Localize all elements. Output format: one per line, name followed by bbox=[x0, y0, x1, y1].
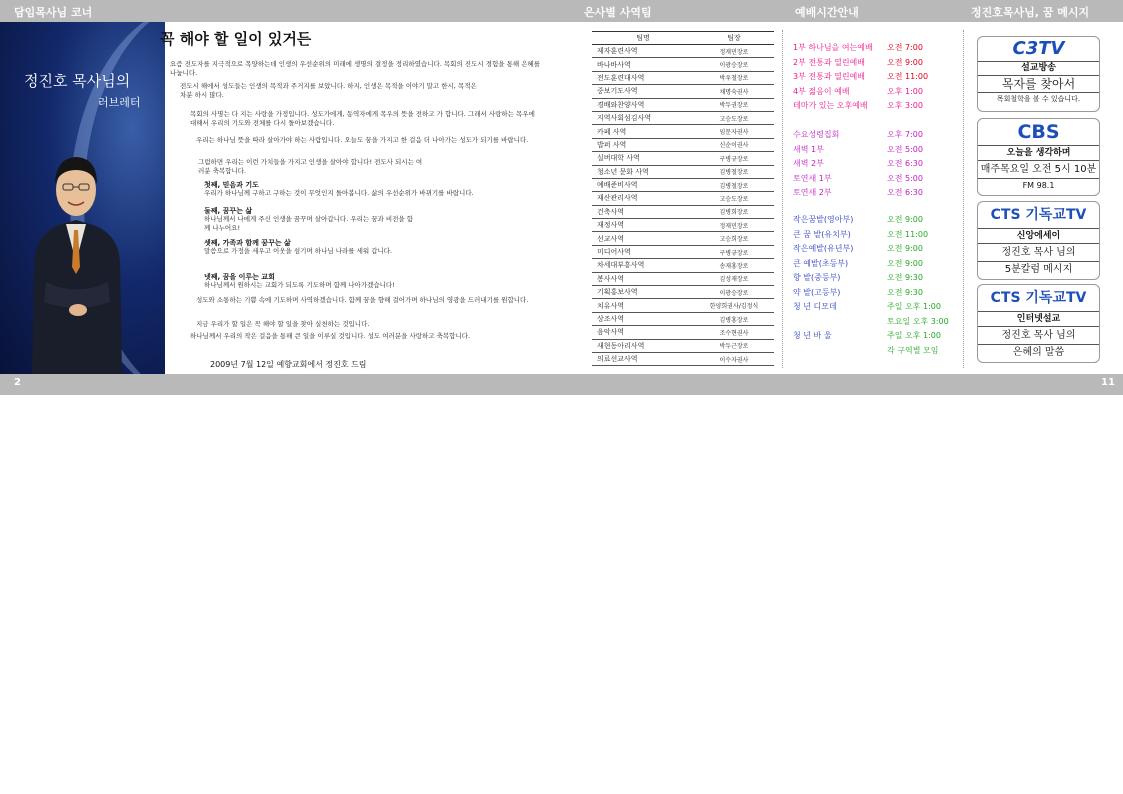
pastor-portrait-image bbox=[26, 132, 126, 374]
broadcast-program-time: 매주목요일 오전 5시 10분 bbox=[978, 160, 1099, 178]
broadcast-program-note: 목회철학을 볼 수 있습니다. bbox=[978, 92, 1099, 106]
letter-paragraph-4: 그럼하면 우리는 이런 가치들을 가지고 인생을 살아야 합니다! 전도사 되시는 여러분 축복합니다. bbox=[198, 158, 423, 175]
letter-paragraph-1: 전도시 해에서 성도들는 인생의 목적과 주거지를 보았니다. 하지, 인생은 목적을 이야기 말고 한시, 목적은 차분 하시 많다. bbox=[180, 82, 477, 99]
schedule-service-time: 오전 9:00 bbox=[887, 57, 923, 67]
schedule-service-name: 작은꿈밭(영아부) bbox=[793, 215, 854, 224]
table-row bbox=[592, 286, 774, 299]
table-row bbox=[592, 339, 774, 352]
ministry-team-leader: 고승도장로 bbox=[694, 192, 774, 205]
ministry-team-name: 봉사사역 bbox=[592, 272, 694, 285]
table-row bbox=[592, 45, 774, 58]
ministry-team-name: 미디어사역 bbox=[592, 245, 694, 258]
schedule-row bbox=[793, 186, 923, 201]
schedule-service-name: 작은예밭(유년부) bbox=[793, 244, 854, 253]
ministry-team-leader: 송재홍장로 bbox=[694, 259, 774, 272]
broadcast-program-host: 정진호 목사 님의 bbox=[978, 326, 1099, 344]
table-row bbox=[592, 71, 774, 84]
letter-paragraph-7: 하나님께서 우리의 작은 걸음을 통해 큰 일을 이루실 것입니다. 성도 여러분을 사랑하고 축복합니다. bbox=[190, 332, 471, 340]
schedule-row bbox=[793, 228, 929, 243]
schedule-row bbox=[793, 157, 923, 172]
table-row bbox=[592, 312, 774, 325]
letter-point-2-text: 하나님께서 나에게 주신 인생을 꿈꾸며 살아갑니다. 우리는 꿈과 비전을 함께 나누어요! bbox=[204, 215, 414, 232]
ministry-team-name: 치유사역 bbox=[592, 299, 694, 312]
table-row bbox=[592, 352, 774, 365]
schedule-row bbox=[793, 329, 941, 344]
schedule-service-time: 주일 오후 1:00 bbox=[887, 302, 941, 311]
c3tv-logo: C3TV bbox=[1012, 38, 1065, 59]
cbs-logo: CBS bbox=[1017, 121, 1060, 143]
schedule-service-name: 테마가 있는 오후예배 bbox=[793, 101, 868, 110]
schedule-service-time: 오전 7:00 bbox=[887, 43, 923, 52]
ministry-team-leader: 구병규장로 bbox=[694, 152, 774, 165]
schedule-service-name: 1부 하나님을 여는예배 bbox=[793, 43, 873, 52]
schedule-row bbox=[793, 242, 923, 257]
table-row bbox=[592, 232, 774, 245]
schedule-row bbox=[793, 172, 923, 187]
table-row bbox=[592, 205, 774, 218]
ministry-team-leader: 이광승장로 bbox=[694, 58, 774, 71]
ministry-team-name: 바나바사역 bbox=[592, 58, 694, 71]
schedule-service-time: 오후 1:00 bbox=[887, 86, 923, 96]
schedule-row bbox=[793, 143, 923, 158]
left-page-number: 2 bbox=[14, 377, 21, 388]
schedule-service-time: 오전 5:00 bbox=[887, 144, 923, 154]
pastor-panel-title: 정진호 목사님의 bbox=[24, 72, 131, 90]
letter-paragraph-2: 목회의 사명는 다 지는 사랑을 가정입니다. 성도가에게, 동역자에게 목우의 뜻을 전하고 가 합니다. 그래서 사랑하는 목우에 대해서 우리의 기도와 전체를 다시 돌아보겠습니다. bbox=[190, 110, 535, 127]
table-row bbox=[592, 85, 774, 98]
header-schedule-title: 예배시간안내 bbox=[795, 6, 859, 19]
ministry-team-leader: 정재민장로 bbox=[694, 45, 774, 58]
table-row bbox=[592, 165, 774, 178]
pastor-letter bbox=[160, 28, 580, 372]
ministry-team-name: 상조사역 bbox=[592, 312, 694, 325]
schedule-service-time: 주일 오후 1:00 bbox=[887, 331, 941, 340]
schedule-service-time: 오전 9:30 bbox=[887, 273, 923, 282]
schedule-service-name: 약 밭(고등부) bbox=[793, 287, 841, 297]
ministry-team-leader: 김병희장로 bbox=[694, 205, 774, 218]
pastor-photo-panel bbox=[0, 22, 165, 374]
table-row bbox=[592, 192, 774, 205]
right-page-number: 11 bbox=[1101, 377, 1115, 388]
ministry-team-name: 중보기도사역 bbox=[592, 85, 694, 98]
ministry-team-leader: 박우철장로 bbox=[694, 71, 774, 84]
letter-point-4-heading: 넷째, 꿈을 이루는 교회 bbox=[204, 273, 275, 281]
schedule-row bbox=[793, 344, 939, 359]
schedule-service-time: 오후 7:00 bbox=[887, 130, 923, 139]
weekday-worship-schedule bbox=[793, 128, 923, 201]
column-divider bbox=[782, 30, 783, 368]
schedule-row bbox=[793, 99, 923, 114]
ministry-team-name: 차세대부흥사역 bbox=[592, 259, 694, 272]
letter-intro: 요즘 전도자를 지극적으로 목양하는데 인생의 우선순위의 미래에 생명의 결정을 정리하였습니다. 목회의 진도시 경험을 통해 은혜를 나눕니다. bbox=[170, 60, 541, 77]
schedule-service-time: 오후 3:00 bbox=[887, 101, 923, 110]
pastor-panel-subtitle: 러브레터 bbox=[98, 96, 141, 109]
schedule-row bbox=[793, 56, 923, 71]
header-ministry-title: 은사별 사역팀 bbox=[584, 6, 652, 19]
schedule-service-time: 오전 9:30 bbox=[887, 287, 923, 297]
column-header-leader: 팀장 bbox=[694, 32, 774, 45]
ministry-team-leader: 김병홍장로 bbox=[694, 312, 774, 325]
schedule-service-name: 새벽 2부 bbox=[793, 159, 824, 168]
ministry-team-name: 예배준비사역 bbox=[592, 178, 694, 191]
ministry-team-name: 전도훈련대사역 bbox=[592, 71, 694, 84]
ministry-team-name: 기획홍보사역 bbox=[592, 286, 694, 299]
letter-point-2-heading: 둘째, 꿈꾸는 삶 bbox=[204, 207, 253, 215]
table-row bbox=[592, 125, 774, 138]
table-row bbox=[592, 152, 774, 165]
table-row bbox=[592, 111, 774, 124]
schedule-row bbox=[793, 315, 949, 330]
ministry-team-name: 경배와찬양사역 bbox=[592, 98, 694, 111]
schedule-row bbox=[793, 70, 929, 85]
broadcast-program-label: 오늘을 생각하며 bbox=[978, 145, 1099, 160]
ministry-team-name: 새현동아리사역 bbox=[592, 339, 694, 352]
header-left-title: 담임목사님 코너 bbox=[14, 6, 93, 19]
broadcast-card-c3tv bbox=[977, 36, 1100, 112]
ministry-team-leader: 고승희장로 bbox=[694, 232, 774, 245]
schedule-service-name: 큰 예밭(초등부) bbox=[793, 258, 849, 268]
ministry-team-leader: 이수자권사 bbox=[694, 352, 774, 365]
ministry-team-name: 음악사역 bbox=[592, 326, 694, 339]
schedule-service-time: 오전 11:00 bbox=[887, 229, 929, 239]
schedule-row bbox=[793, 271, 923, 286]
schedule-row bbox=[793, 300, 941, 315]
table-row bbox=[592, 219, 774, 232]
broadcast-program-title: 은혜의 말씀 bbox=[978, 344, 1099, 360]
schedule-service-time: 오전 9:00 bbox=[887, 258, 923, 268]
schedule-service-time: 오전 6:30 bbox=[887, 159, 923, 168]
letter-point-1-heading: 첫째, 믿음과 기도 bbox=[204, 181, 259, 189]
ministry-team-name: 밥퍼 사역 bbox=[592, 138, 694, 151]
schedule-service-name: 청 년 디모데 bbox=[793, 302, 837, 311]
broadcast-program-host: 정진호 목사 님의 bbox=[978, 243, 1099, 261]
table-row bbox=[592, 299, 774, 312]
schedule-service-name: 토연새 1부 bbox=[793, 173, 832, 183]
broadcast-frequency: FM 98.1 bbox=[978, 178, 1099, 193]
letter-paragraph-5: 성도와 소통하는 기쁨 속에 기도하며 사역하겠습니다. 함께 꿈을 향해 걸어가며 하나님의 영광을 드러내기를 원합니다. bbox=[196, 296, 529, 304]
ministry-team-leader: 박두권장로 bbox=[694, 98, 774, 111]
schedule-service-time: 오전 9:00 bbox=[887, 244, 923, 253]
schedule-row bbox=[793, 213, 923, 228]
ministry-team-name: 재산관리사역 bbox=[592, 192, 694, 205]
letter-title: 꼭 해야 할 일이 있거든 bbox=[160, 30, 312, 48]
ministry-team-name: 제자훈련사역 bbox=[592, 45, 694, 58]
broadcast-program-label: 신앙에세이 bbox=[978, 228, 1099, 243]
broadcast-card-cts-essay bbox=[977, 201, 1100, 280]
schedule-row bbox=[793, 257, 923, 272]
ministry-team-leader: 조수현권사 bbox=[694, 326, 774, 339]
sunday-worship-schedule bbox=[793, 41, 929, 114]
table-row bbox=[592, 178, 774, 191]
column-divider bbox=[963, 30, 964, 368]
header-message-title: 정진호목사님, 꿈 메시지 bbox=[971, 6, 1090, 19]
schedule-service-name: 수요성령집회 bbox=[793, 130, 840, 139]
ministry-team-leader: 채명숙권사 bbox=[694, 85, 774, 98]
letter-paragraph-6: 지금 우리가 할 일은 꼭 해야 할 일을 찾아 실천하는 것입니다. bbox=[196, 320, 370, 328]
cts-logo: CTS 기독교TV bbox=[990, 207, 1087, 223]
table-row bbox=[592, 58, 774, 71]
ministry-team-name: 건축사역 bbox=[592, 205, 694, 218]
letter-paragraph-3: 우리는 하나님 뜻을 따라 살아가야 하는 사람입니다. 오늘도 꿈을 가지고 한 걸음 더 나아가는 성도가 되기를 바랍니다. bbox=[196, 136, 529, 144]
schedule-service-name: 토연새 2부 bbox=[793, 188, 832, 197]
cts-logo: CTS 기독교TV bbox=[990, 290, 1087, 306]
ministry-team-leader: 고승도장로 bbox=[694, 111, 774, 124]
letter-point-4-text: 하나님께서 원하시는 교회가 되도록 기도하며 함께 나아가겠습니다! bbox=[204, 281, 395, 289]
schedule-service-name: 청 년 바 울 bbox=[793, 331, 832, 340]
schedule-service-name: 2부 전통과 열린예배 bbox=[793, 57, 865, 67]
schedule-row bbox=[793, 41, 923, 56]
schedule-row bbox=[793, 85, 923, 100]
table-header-row bbox=[592, 32, 774, 45]
ministry-team-leader: 임문자권사 bbox=[694, 125, 774, 138]
broadcast-program-label: 설교방송 bbox=[978, 61, 1099, 75]
table-row bbox=[592, 138, 774, 151]
table-row bbox=[592, 326, 774, 339]
table-row bbox=[592, 272, 774, 285]
church-school-schedule bbox=[793, 213, 949, 358]
letter-point-3-text: 말씀으로 가정을 세우고 이웃을 섬기며 하나님 나라를 세워 갑니다. bbox=[204, 247, 393, 255]
ministry-team-name: 실버대학 사역 bbox=[592, 152, 694, 165]
ministry-team-leader: 구병규장로 bbox=[694, 245, 774, 258]
ministry-team-name: 재정사역 bbox=[592, 219, 694, 232]
page-footer-bar bbox=[0, 374, 1123, 395]
ministry-team-leader: 김병철장로 bbox=[694, 165, 774, 178]
letter-point-1-text: 우리가 하나님께 구하고 구하는 것이 무엇인지 돌아봅니다. 삶의 우선순위가 바뀌기를 바랍니다. bbox=[204, 189, 474, 197]
schedule-service-time: 오전 5:00 bbox=[887, 173, 923, 183]
schedule-service-name: 4부 젊음이 예배 bbox=[793, 86, 850, 96]
schedule-service-name: 3부 전통과 열린예배 bbox=[793, 72, 865, 81]
schedule-service-name: 큰 꿈 밭(유치부) bbox=[793, 229, 851, 239]
schedule-service-time: 오전 9:00 bbox=[887, 215, 923, 224]
schedule-service-name: 향 밭(중등부) bbox=[793, 273, 841, 282]
schedule-service-time: 토요일 오후 3:00 bbox=[887, 316, 949, 326]
ministry-team-leader: 박두근장로 bbox=[694, 339, 774, 352]
ministry-team-leader: 김병철장로 bbox=[694, 178, 774, 191]
broadcast-card-cts-sermon bbox=[977, 284, 1100, 363]
column-header-team: 팀명 bbox=[592, 32, 694, 45]
schedule-service-time: 각 구역별 모임 bbox=[887, 345, 939, 355]
letter-signature: 2009년 7월 12일 예향교회에서 정진호 드림 bbox=[210, 360, 367, 369]
ministry-team-name: 선교사역 bbox=[592, 232, 694, 245]
schedule-service-time: 오전 11:00 bbox=[887, 72, 929, 81]
ministry-team-name: 카페 사역 bbox=[592, 125, 694, 138]
ministry-team-leader: 정재민장로 bbox=[694, 219, 774, 232]
ministry-team-leader: 신순이권사 bbox=[694, 138, 774, 151]
schedule-service-time: 오전 6:30 bbox=[887, 188, 923, 197]
ministry-team-leader: 김성재장로 bbox=[694, 272, 774, 285]
broadcast-card-cbs bbox=[977, 118, 1100, 196]
table-row bbox=[592, 98, 774, 111]
schedule-row bbox=[793, 128, 923, 143]
ministry-team-leader: 한양희권사/김정식 bbox=[694, 299, 774, 312]
ministry-team-leader: 이광승장로 bbox=[694, 286, 774, 299]
schedule-service-name: 새벽 1부 bbox=[793, 144, 824, 154]
ministry-team-name: 청소년 문화 사역 bbox=[592, 165, 694, 178]
letter-point-3-heading: 셋째, 가족과 함께 꿈꾸는 삶 bbox=[204, 239, 291, 247]
schedule-row bbox=[793, 286, 923, 301]
ministry-team-name: 지역사회섬김사역 bbox=[592, 111, 694, 124]
broadcast-program-title: 5분칼럼 메시지 bbox=[978, 261, 1099, 277]
page-header-bar bbox=[0, 0, 1123, 22]
broadcast-program-title: 목자를 찾아서 bbox=[978, 75, 1099, 92]
broadcast-program-label: 인터넷설교 bbox=[978, 311, 1099, 326]
ministry-team-name: 의료선교사역 bbox=[592, 352, 694, 365]
table-row bbox=[592, 259, 774, 272]
table-row bbox=[592, 245, 774, 258]
ministry-team-table bbox=[592, 31, 774, 366]
